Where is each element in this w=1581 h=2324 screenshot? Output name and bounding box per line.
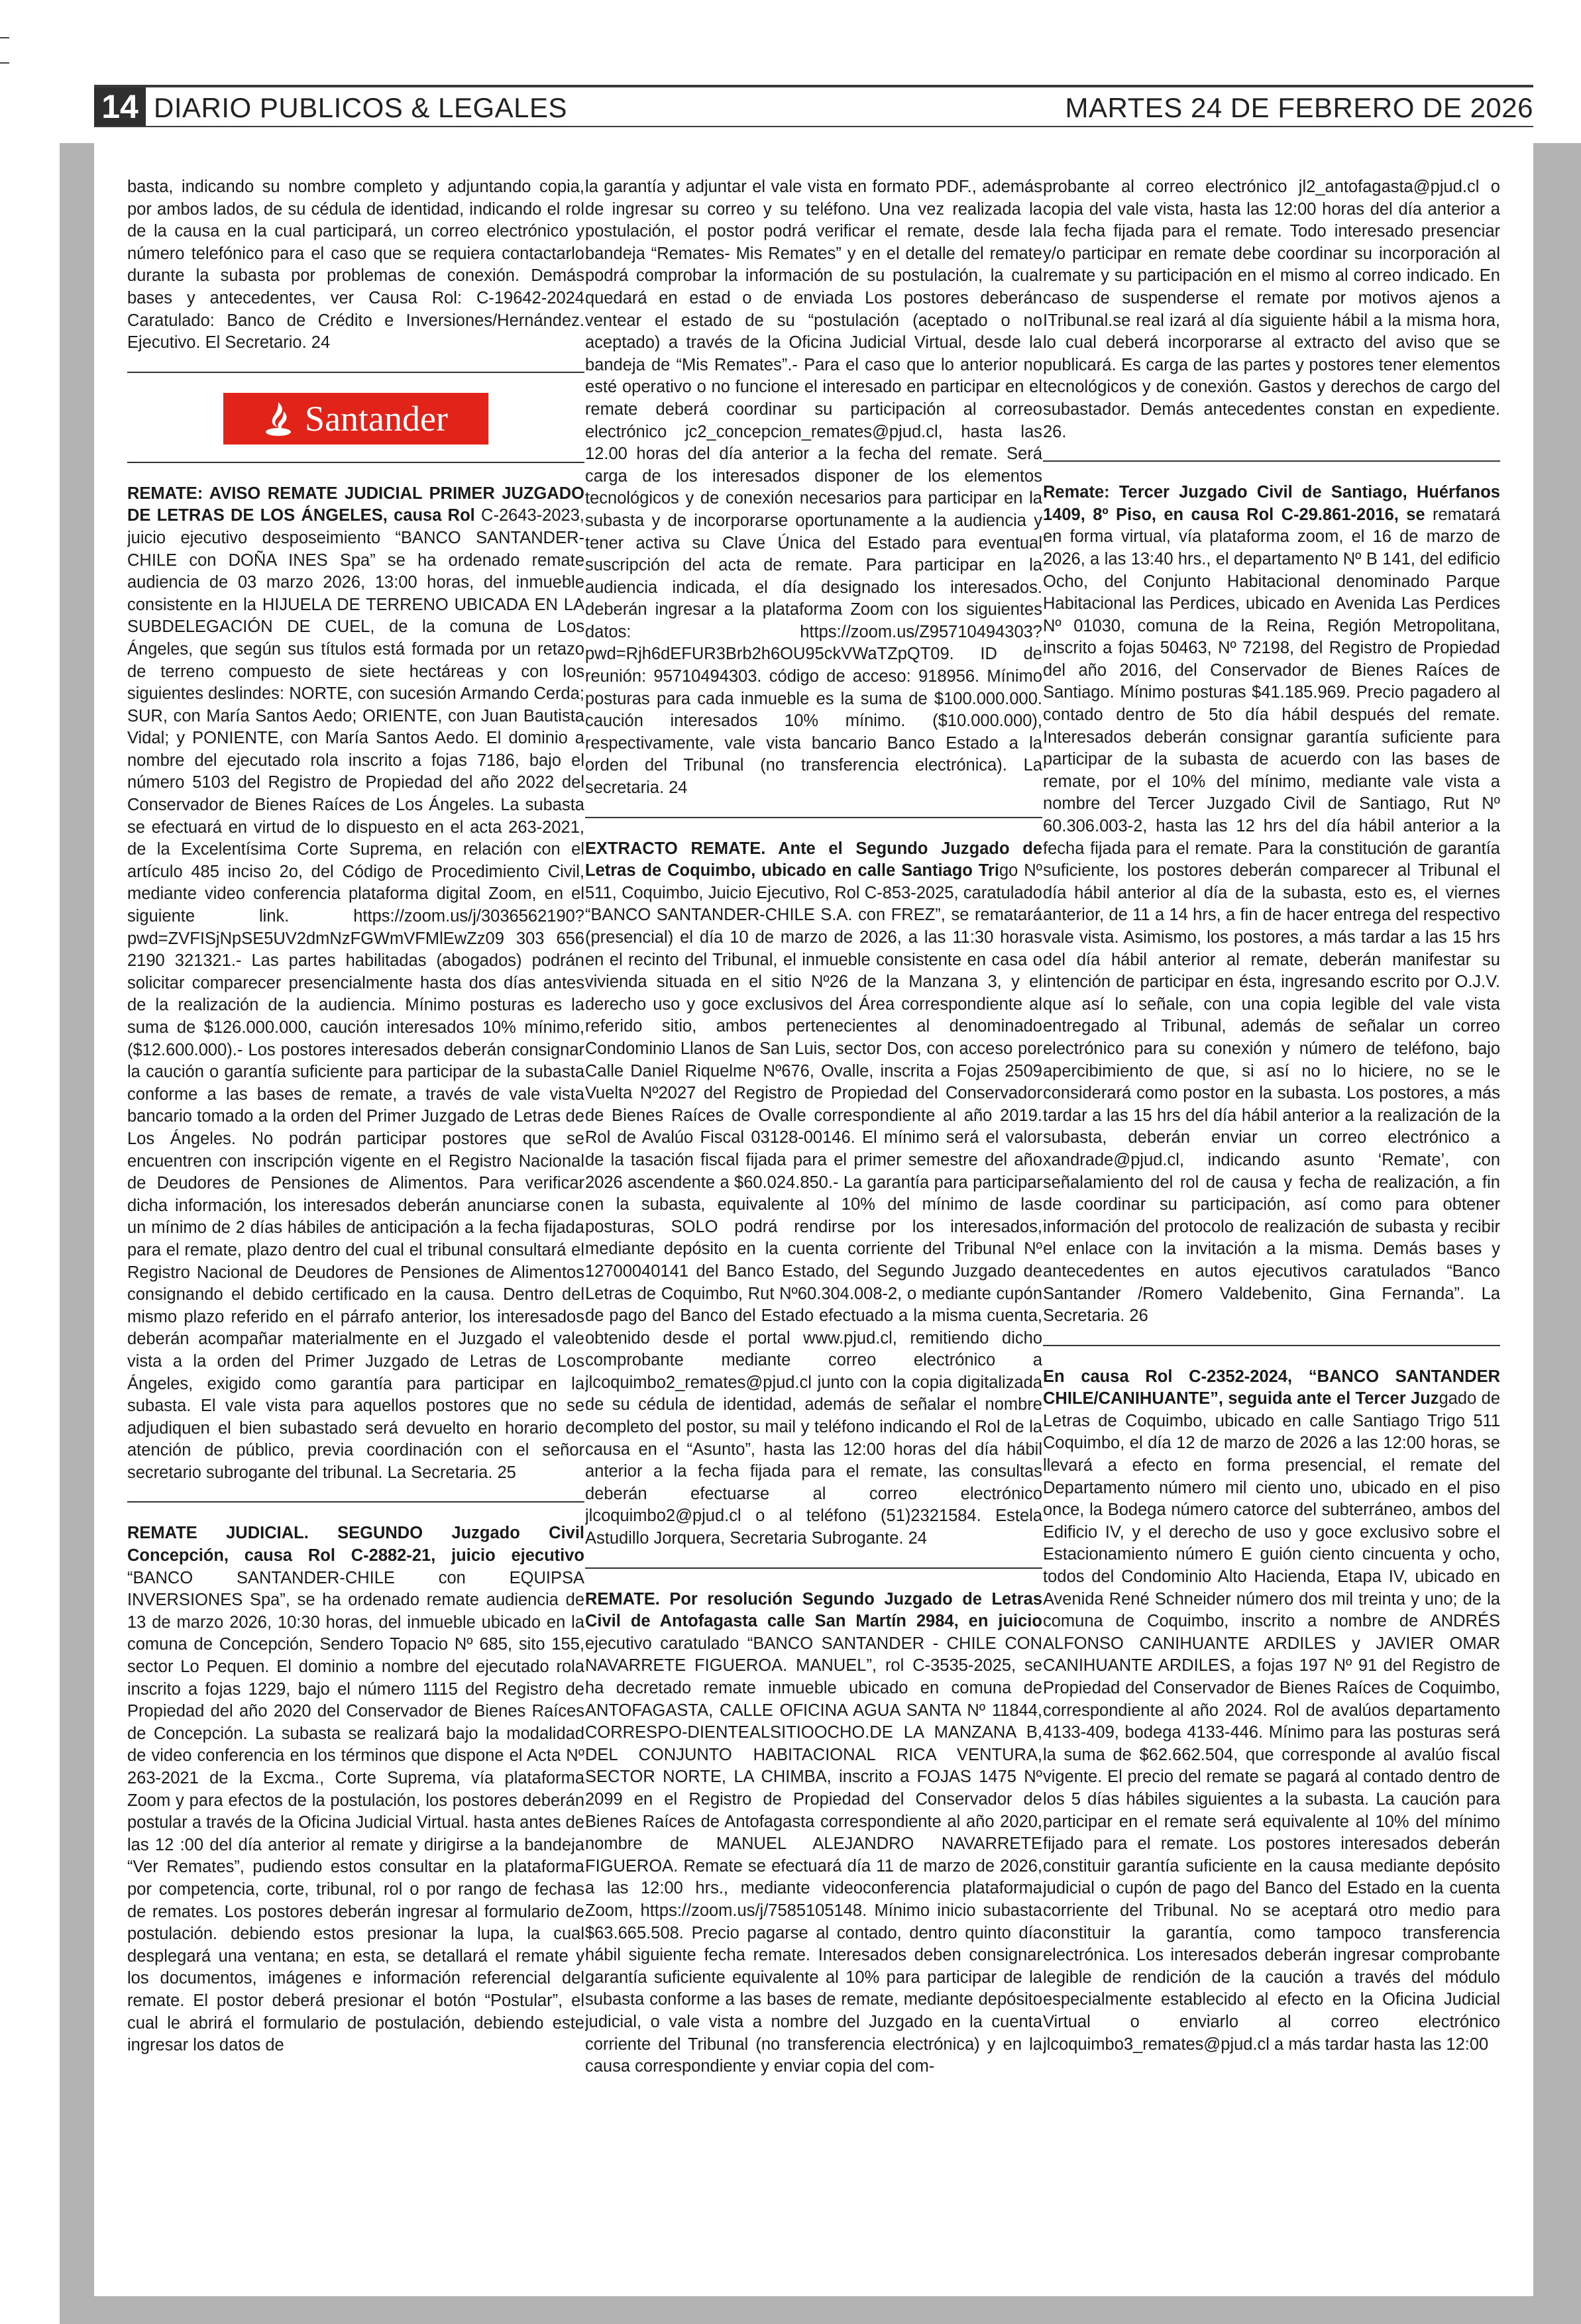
divider: [127, 1501, 584, 1503]
page-content: [94, 143, 1533, 2296]
notice-body: ejecutivo caratulado “BANCO SANTANDER - CHILE CON NAVARRETE FIGUEROA. MANUEL”, rol C-3535-2025, se ha decretado remate inmueble ubicado en comuna de ANTOFAGASTA, CALLE OFICINA AGUA SANTA Nº 11844, CORRESPO-DIENTEALSITIOOCHO.DE LA MANZANA B, DEL CONJUNTO HABITACIONAL RICA VENTURA, SECTOR NORTE, LA CHIMBA, inscrito a FOJAS 1475 Nº 2099 en el Registro de Propiedad del Conservador de Bienes Raíces de Antofagasta correspondiente al año 2020, nombre de MANUEL ALEJANDRO NAVARRETE FIGUEROA. Remate se efectuará día 11 de marzo de 2026, a las 12:00 hrs., mediante videoconferencia plataforma Zoom, https://zoom.us/j/7585105148. Mínimo inicio subasta $63.665.508. Precio pagarse al contado, dentro quinto día hábil siguiente fecha remate. Interesados deben consignar garantía suficiente equivalente al 10% para participar de la subasta conforme a las bases de remate, mediante depósito judicial, o vale vista a nombre del Juzgado en la cuenta corriente del Tribunal (no transferencia electrónica) y en la causa correspondiente y enviar copia del com-: [585, 1634, 1042, 2076]
header-rule-top: [94, 85, 1533, 87]
logo-box: [223, 393, 488, 445]
notice-concepcion: [127, 1522, 584, 2056]
notice-body: “BANCO SANTANDER-CHILE con EQUIPSA INVERSIONES Spa”, se ha ordenado remate audiencia de 13 de marzo 2026, 10:30 horas, del inmueble ubicado en la comuna de Concepción, Sendero Topacio Nº 685, sito 155, sector Lo Pequen. El dominio a nombre del ejecutado rola inscrito a fojas 1229, bajo el número 1115 del Registro de Propiedad del año 2020 del Conservador de Bienes Raíces de Concepción. La subasta se realizará bajo la modalidad de video conferencia en los términos que dispone el Acta Nº 263-2021 de la Excma., Corte Suprema, vía plataforma Zoom y para efectos de la postulación, los postores deberán postular a través de la Oficina Judicial Virtual. hasta antes de las 12 :00 del día anterior al remate y dirigirse a la bandeja “Ver Remates”, pudiendo estos consultar en la plataforma por competencia, corte, tribunal, rol o por rango de fechas de remates. Los postores deberán ingresar al formulario de postulación. debiendo estos presionar la lupa, la cual desplegará una ventana; en esta, se detallará el remate y los documentos, imágenes e información referencial del remate. El postor deberá presionar el botón “Postular”, el cual le abrirá el formulario de postulación, debiendo este ingresar los datos de: [127, 1568, 584, 2055]
publication-date: MARTES 24 DE FEBRERO DE 2026: [1065, 92, 1533, 123]
page-number: 14: [94, 87, 146, 126]
logo-text: Santander: [305, 398, 448, 439]
divider: [585, 1567, 1042, 1569]
notice-coquimbo: [585, 838, 1042, 1550]
notice-body: rematará en forma virtual, vía plataforma zoom, el 16 de marzo de 2026, a las 13:40 hrs., el departamento Nº B 141, del edificio Ocho, del Conjunto Habitacional denominado Parque Habitacional las Perdices, ubicado en Avenida Las Perdices Nº 01030, comuna de la Reina, Región Metropolitana, inscrito a fojas 50463, Nº 72198, del Registro de Propiedad del año 2016, del Conservador de Bienes Raíces de Santiago. Mínimo posturas $41.185.969. Precio pagadero al contado dentro de 5to día hábil después del remate. Interesados deberán consignar garantía suficiente para participar de la subasta de acuerdo con las bases de remate, por el 10% del mínimo, mediante vale vista a nombre del Tercer Juzgado Civil de Santiago, Rut Nº 60.306.003-2, hasta las 12 hrs del día hábil anterior a la fecha fijada para el remate. Para la constitución de garantía suficiente, los postores deberán comparecer al Tribunal el día hábil anterior al día de la subasta, esto es, el viernes anterior, de 11 a 14 hrs, a fin de hacer entrega del respectivo vale vista. Asimismo, los postores, a más tardar a las 15 hrs del día hábil anterior al remate, deberán manifestar su intención de participar en ésta, ingresando escrito por O.J.V. que así lo señale, con una copia legible del vale vista entregado al Tribunal, además de señalar un correo electrónico para su conexión y número de teléfono, bajo apercibimiento de que, si así no lo hiciere, no se le considerará como postor en la subasta. Los postores, a más tardar a las 15 hrs del día hábil anterior a la realización de la subasta, deberán enviar un correo electrónico a xandrade@pjud.cl, indicando asunto ‘Remate’, con señalamiento del rol de causa y fecha de realización, a fin de coordinar su participación, así como para obtener información del protocolo de realización de subasta y recibir el enlace con la invitación a la misma. Demás bases y antecedentes en autos ejecutivos caratulados “Banco Santander /Romero Valdebenito, Gina Fernanda”. La Secretaria. 26: [1043, 505, 1500, 1326]
notice-heading: REMATE JUDICIAL. SEGUNDO Juzgado Civil Concepción, causa Rol C-2882-21, juicio ejecutivo: [127, 1524, 584, 1565]
divider: [1043, 1345, 1500, 1346]
divider: [585, 817, 1042, 818]
notice-body: la garantía y adjuntar el vale vista en formato PDF., además de ingresar su correo y su teléfono. Una vez realizada la postulación, el postor podrá verificar el remate, desde la bandeja “Remates- Mis Remates” y en el detalle del remate podrá comprobar la información de su postulación, la cual quedará en estad o de enviada Los postores deberán ventear el estado de su “postulación (aceptado o no aceptado) a través de la Oficina Judicial Virtual, desde la bandeja de “Mis Remates”.- Para el caso que lo anterior no esté operativo o no funcione el interesado en participar en el remate deberá coordinar su participación al correo electrónico jc2_concepcion_remates@pjud.cl, hasta las 12.00 horas del día anterior a la fecha del remate. Será carga de los interesados disponer de los elementos tecnológicos y de conexión necesarios para participar en la subasta y de incorporarse oportunamente a la audiencia y tener activa su Clave Única del Estado para eventual suscripción del acta de remate. Para participar en la audiencia indicada, el día designado los interesados. deberán ingresar a la plataforma Zoom con los siguientes datos: https://zoom.us/Z95710494303?pwd=Rjh6dEFUR3Brb2h6OU95ckVWaTZpQT09. ID de reunión: 95710494303. código de acceso: 918956. Mínimo posturas para cada inmueble es la suma de $100.000.000. caución interesados 10% mínimo. ($10.000.000), respectivamente, vale vista bancario Banco Estado a la orden del Tribunal (no transferencia electrónica). La secretaria. 24: [585, 178, 1042, 798]
notice-antofagasta: [585, 1589, 1042, 2078]
crop-mark: [0, 62, 9, 64]
notice-body: C-2643-2023, juicio ejecutivo desposeimiento “BANCO SANTANDER-CHILE con DOÑA INES Spa” se ha ordenado remate audiencia de 03 marzo 2026, 13:00 horas, del inmueble consistente en la HIJUELA DE TERRENO UBICADA EN LA SUBDELEGACIÓN DE CUEL, de la comuna de Los Ángeles, que según sus títulos está formada por un retazo de terreno compuesto de siete hectáreas y con los siguientes deslindes: NORTE, con sucesión Armando Cerda; SUR, con María Santos Aedo; ORIENTE, con Juan Bautista Vidal; y PONIENTE, con María Santos Aedo. El dominio a nombre del ejecutado rola inscrito a fojas 7186, bajo el número 5103 del Registro de Propiedad del año 2022 del Conservador de Bienes Raíces de Los Ángeles. La subasta se efectuará en virtud de lo dispuesto en el acta 263-2021, de la Excelentísima Corte Suprema, en relación con el artículo 485 inciso 2o, del Código de Procedimiento Civil, mediante video conferencia plataforma digital Zoom, en el siguiente link. https://zoom.us/j/3036562190?pwd=ZVFISjNpSE5UV2dmNzFGWmVFMlEwZz09 303 656 2190 321321.- Las partes habilitadas (abogados) podrán solicitar comparecer presencialmente hasta dos días antes de la realización de la audiencia. Mínimo posturas es la suma de $126.000.000, caución interesados 10% mínimo, ($12.600.000).- Los postores interesados deberán consignar la caución o garantía suficiente para participar de la subasta conforme a las bases de remate, a través de vale vista bancario tomado a la orden del Primer Juzgado de Letras de Los Ángeles. No podrán participar postores que se encuentren con inscripción vigente en el Registro Nacional de Deudores de Pensiones de Alimentos. Para verificar dicha información, los interesados deberán anunciarse con un mínimo de 2 días hábiles de anticipación a la fecha fijada para el remate, plazo dentro del cual el tribunal consultará el Registro Nacional de Deudores de Pensiones de Alimentos consignando el debido certificado en la causa. Dentro del mismo plazo referido en el párrafo anterior, los interesados deberán acompañar materialmente en el Juzgado el vale vista a la orden del Primer Juzgado de Letras de Los Ángeles, exigido como garantía para participar en la subasta. El vale vista para aquellos postores que no se adjudiquen el bien subastado será devuelto en horario de atención de público, previa coordinación con el señor secretario subrogante del tribunal. La Secretaria. 25: [127, 506, 584, 1482]
notice-continuation: [1043, 176, 1500, 443]
header-rule-bottom: [94, 126, 1533, 127]
notice-body: gado de Letras de Coquimbo, ubicado en calle Santiago Trigo 511 Coquimbo, el día 12 de marzo de 2026 a las 12:00 horas, se llevará a efecto en forma presencial, el remate del Departamento número mil ciento uno, ubicado en el piso once, la Bodega número catorce del subterráneo, ambos del Edificio IV, y el derecho de uso y goce exclusivo sobre el Estacionamiento número E guión ciento cincuenta y ocho, todos del Condominio Alto Hacienda, Etapa IV, ubicado en Avenida René Schneider número dos mil treinta y uno; de la comuna de Coquimbo, inscrito a nombre de ANDRÉS ALFONSO CANIHUANTE ARDILES y JAVIER OMAR CANIHUANTE ARDILES, a fojas 197 Nº 91 del Registro de Propiedad del Conservador de Bienes Raíces de Coquimbo, correspondiente al año 2024. Rol de avalúos departamento 4133-409, bodega 4133-446. Mínimo para las posturas será la suma de $62.662.504, que corresponde al avalúo fiscal vigente. El precio del remate se pagará al contado dentro de los 5 días hábiles siguientes a la subasta. La caución para participar en el remate será equivalente al 10% del mínimo fijado para el remate. Los postores interesados deberán constituir garantía suficiente en la causa mediante depósito judicial o cupón de pago del Banco del Estado en la cuenta corriente del Tribunal. No se aceptará otro medio para constituir la garantía, como tampoco transferencia electrónica. Los interesados deberán ingresar comprobante legible de rendición de la caución a través del módulo especialmente establecido al efecto en la Oficina Judicial Virtual o enviarlo al correo electrónico jlcoquimbo3_remates@pjud.cl a más tardar hasta las 12:00: [1043, 1389, 1500, 2054]
column-1: [127, 176, 584, 2293]
notice-coquimbo-canihuante: [1043, 1366, 1500, 2056]
divider: [127, 462, 584, 463]
santander-logo: [127, 393, 584, 445]
notice-heading: Remate: Tercer Juzgado Civil de Santiago, Huérfanos 1409, 8º Piso, en causa Rol C-29.861-2016, se: [1043, 483, 1500, 524]
publication-title: DIARIO PUBLICOS & LEGALES: [154, 92, 568, 123]
flame-icon: [264, 401, 293, 437]
crop-mark: [0, 37, 9, 38]
divider: [127, 372, 584, 373]
notice-heading: REMATE. Por resolución Segundo Juzgado de Letras Civil de Antofagasta calle San Martín 2984, en juicio: [585, 1589, 1042, 1631]
notice-continuation: [127, 176, 584, 354]
notice-continuation: [585, 176, 1042, 800]
column-2: [585, 176, 1042, 2293]
divider: [1043, 460, 1500, 462]
left-margin: [0, 0, 60, 2324]
column-3: [1043, 176, 1500, 2293]
notice-body: basta, indicando su nombre completo y adjuntando copia, por ambos lados, de su cédula de identidad, indicando el rol de la causa en la cual participará, un correo electrónico y número telefónico para el caso que se requiera contactarlo durante la subasta por problemas de conexión. Demás bases y antecedentes, ver Causa Rol: C-19642-2024 Caratulado: Banco de Crédito e Inversiones/Hernández. Ejecutivo. El Secretario. 24: [127, 178, 584, 352]
notice-body: probante al correo electrónico jl2_antofagasta@pjud.cl o copia del vale vista, hasta las 12:00 horas del día anterior a la fecha fijada para el remate. Todo interesado presenciar y/o participar en remate debe coordinar su incorporación al remate y su participación en el mismo al correo indicado. En caso de suspenderse el remate por motivos ajenos a ITribunal.se real izará al día siguiente hábil a la misma hora, lo cual deberá incorporarse al extracto del aviso que se publicará. Es carga de las partes y postores tener elementos tecnológicos y de conexión. Gastos y derechos de cargo del subastador. Demás antecedentes constan en expediente. 26.: [1043, 178, 1500, 441]
notice-heading: REMATE: AVISO REMATE JUDICIAL PRIMER JUZGADO DE LETRAS DE LOS ÁNGELES, causa Rol: [127, 484, 584, 525]
notice-los-angeles: [127, 483, 584, 1485]
notice-heading: EXTRACTO REMATE. Ante el Segundo Juzgado de Letras de Coquimbo, ubicado en calle Santiago Tri: [585, 839, 1042, 880]
notice-santiago: [1043, 482, 1500, 1328]
notice-heading: En causa Rol C-2352-2024, “BANCO SANTANDER CHILE/CANIHUANTE”, seguida ante el Tercer Juz: [1043, 1367, 1500, 1408]
notice-body: go Nº 511, Coquimbo, Juicio Ejecutivo, Rol C-853-2025, caratulado “BANCO SANTANDER-CHILE S.A. con FREZ”, se rematará (presencial) el día 10 de marzo de 2026, a las 11:30 horas en el recinto del Tribunal, el inmueble consistente en casa o vivienda situada en el sitio Nº26 de la Manzana 3, y el derecho uso y goce exclusivos del Área correspondiente al referido sitio, ambos pertenecientes al denominado Condominio Llanos de San Luis, sector Dos, con acceso por Calle Daniel Riquelme Nº676, Ovalle, inscrita a Fojas 2509 Vuelta Nº2027 del Registro de Propiedad del Conservador de Bienes Raíces de Ovalle correspondiente al año 2019. Rol de Avalúo Fiscal 03128-00146. El mínimo será el valor de la tasación fiscal fijada para el primer semestre del año 2026 ascendente a $60.024.850.- La garantía para participar en la subasta, equivalente al 10% del mínimo de las posturas, SOLO podrá rendirse por los interesados, mediante depósito en la cuenta corriente del Tribunal Nº 12700040141 del Banco Estado, del Segundo Juzgado de Letras de Coquimbo, Rut Nº60.304.008-2, o mediante cupón de pago del Banco del Estado efectuado a la misma cuenta, obtenido desde el portal www.pjud.cl, remitiendo dicho comprobante mediante correo electrónico a jlcoquimbo2_remates@pjud.cl junto con la copia digitalizada de su cédula de identidad, además de señalar el nombre completo del postor, su mail y teléfono indicando el Rol de la causa en el “Asunto”, hasta las 12:00 horas del día hábil anterior a la fecha fijada para el remate, las consultas deberán efectuarse al correo electrónico jlcoquimbo2@pjud.cl o al teléfono (51)2321584. Estela Astudillo Jorquera, Secretaria Subrogante. 24: [585, 861, 1042, 1548]
